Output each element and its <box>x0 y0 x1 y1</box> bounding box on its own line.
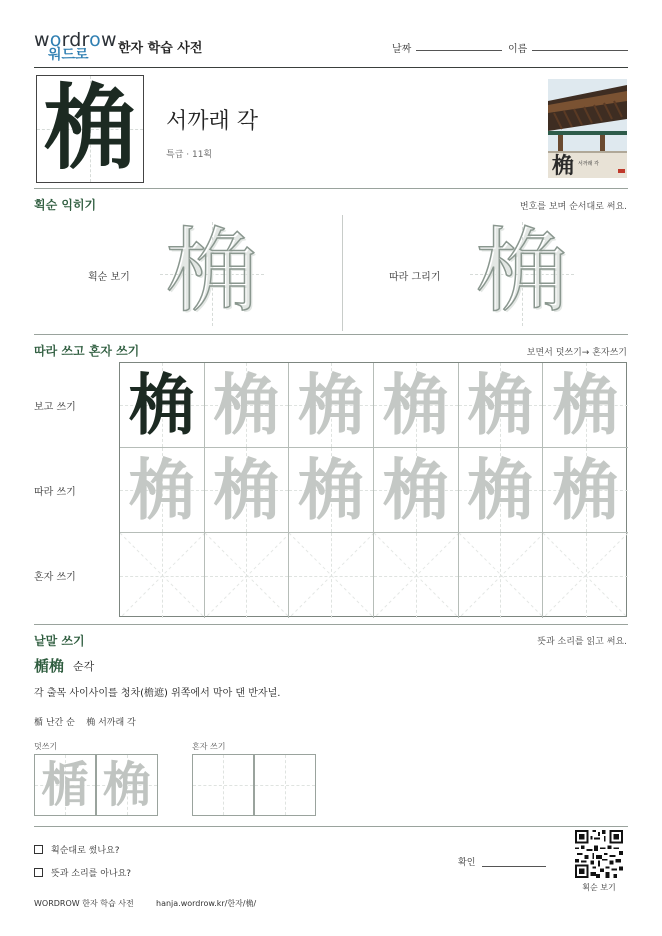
vocab-solo-box[interactable] <box>254 754 316 816</box>
cell-character: 桷 <box>552 451 619 529</box>
vocab-parts: 楯 난간 순 桷 서까래 각 <box>34 718 136 728</box>
stroke-character: 桷 <box>165 218 258 325</box>
checkbox-stroke-order[interactable] <box>34 845 43 854</box>
cell-character: 桷 <box>298 366 365 444</box>
name-label: 이름 <box>508 44 528 55</box>
hero-meaning: 서까래 각 <box>166 109 259 134</box>
header-divider <box>34 67 628 68</box>
cell-character: 桷 <box>128 451 195 529</box>
checkbox-meaning-sound[interactable] <box>34 868 43 877</box>
practice-cell[interactable] <box>459 448 544 533</box>
wordrow-logo <box>34 29 117 66</box>
row-label-view: 보고 쓰기 <box>34 402 76 413</box>
practice-section-note: 보면서 덧쓰기→ 혼자쓰기 <box>526 348 627 358</box>
practice-cell-empty[interactable] <box>120 533 205 618</box>
check-stroke-order[interactable] <box>34 843 120 856</box>
practice-grid <box>119 362 627 617</box>
footer-url[interactable]: hanja.wordrow.kr/한자/桷/ <box>156 899 257 908</box>
stroke-order-diagram <box>160 218 264 326</box>
stroke-section-note: 번호를 보며 순서대로 써요. <box>519 202 627 212</box>
check-stroke-order-label: 획순대로 썼나요? <box>51 846 120 856</box>
practice-cell[interactable] <box>205 363 290 448</box>
divider-2 <box>34 334 628 335</box>
qr-label: 획순 보기 <box>582 883 616 892</box>
cell-character: 桷 <box>298 451 365 529</box>
practice-cell-empty[interactable] <box>543 533 628 618</box>
check-meaning-sound[interactable] <box>34 866 131 879</box>
vocab-trace-box[interactable] <box>34 754 96 816</box>
vocab-definition: 각 출목 사이사이를 청차(檐遮) 위쪽에서 막아 댄 반자널. <box>34 688 281 699</box>
hero-grade-strokes: 특급 · 11획 <box>166 150 213 160</box>
practice-cell-empty[interactable] <box>289 533 374 618</box>
cell-character: 桷 <box>213 451 280 529</box>
cell-character: 桷 <box>382 451 449 529</box>
hanok-eaves-image <box>548 79 627 178</box>
trace-character: 桷 <box>475 218 568 325</box>
cell-character: 桷 <box>552 366 619 444</box>
vocab-section-note: 뜻과 소리를 읽고 써요. <box>537 637 627 647</box>
cell-character: 桷 <box>467 451 534 529</box>
check-meaning-sound-label: 뜻과 소리를 아나요? <box>51 869 132 879</box>
hero-character: 桷 <box>43 74 136 182</box>
vocab-solo-label: 혼자 쓰기 <box>192 742 226 751</box>
vocab-section-title: 낱말 쓰기 <box>34 634 85 648</box>
practice-cell[interactable] <box>543 363 628 448</box>
confirm-label: 확인 <box>458 858 476 868</box>
stroke-trace-area[interactable] <box>470 218 574 326</box>
stroke-section-title: 획순 익히기 <box>34 198 97 212</box>
vocab-trace-label: 덧쓰기 <box>34 742 58 751</box>
practice-cell[interactable] <box>289 448 374 533</box>
name-field-line[interactable] <box>532 50 628 51</box>
vocab-trace-box[interactable] <box>96 754 158 816</box>
row-label-trace: 따라 쓰기 <box>34 487 76 498</box>
photo-character: 桷 <box>552 153 575 178</box>
photo-caption: 서까래 각 <box>578 161 599 167</box>
cell-character: 桷 <box>467 366 534 444</box>
logo-wordmark: wordrow <box>34 29 117 51</box>
practice-cell[interactable] <box>120 448 205 533</box>
practice-cell[interactable] <box>374 363 459 448</box>
practice-cell-empty[interactable] <box>459 533 544 618</box>
cell-character: 桷 <box>382 366 449 444</box>
practice-cell-empty[interactable] <box>374 533 459 618</box>
vocab-trace-character: 桷 <box>102 757 151 813</box>
vocab-trace-character: 楯 <box>40 757 89 813</box>
vocab-reading: 순각 <box>73 660 95 673</box>
hanok-photo <box>548 79 627 178</box>
practice-cell[interactable] <box>374 448 459 533</box>
practice-section-title: 따라 쓰고 혼자 쓰기 <box>34 344 140 358</box>
practice-cell[interactable] <box>120 363 205 448</box>
practice-cell-empty[interactable] <box>205 533 290 618</box>
cell-character: 桷 <box>213 366 280 444</box>
stroke-trace-label: 따라 그리기 <box>389 272 441 283</box>
vocab-solo-box[interactable] <box>192 754 254 816</box>
qr-code-icon[interactable] <box>575 830 623 878</box>
practice-cell[interactable] <box>205 448 290 533</box>
date-label: 날짜 <box>392 44 412 55</box>
stroke-view-label: 획순 보기 <box>88 272 130 283</box>
divider-1 <box>34 188 628 189</box>
cell-character: 桷 <box>128 366 195 444</box>
divider-3 <box>34 624 628 625</box>
hero-character-box <box>36 75 144 183</box>
practice-cell[interactable] <box>459 363 544 448</box>
date-field-line[interactable] <box>416 50 502 51</box>
vocab-word: 楯桷 <box>34 657 65 675</box>
site-title: 한자 학습 사전 <box>118 41 203 56</box>
practice-cell[interactable] <box>543 448 628 533</box>
confirm-field-line[interactable] <box>482 866 546 867</box>
footer-brand: WORDROW 한자 학습 사전 <box>34 899 134 908</box>
logo-korean: 워드로 <box>48 47 89 63</box>
divider-4 <box>34 826 628 827</box>
stroke-vertical-divider <box>342 215 343 331</box>
practice-cell[interactable] <box>289 363 374 448</box>
row-label-solo: 혼자 쓰기 <box>34 572 76 583</box>
